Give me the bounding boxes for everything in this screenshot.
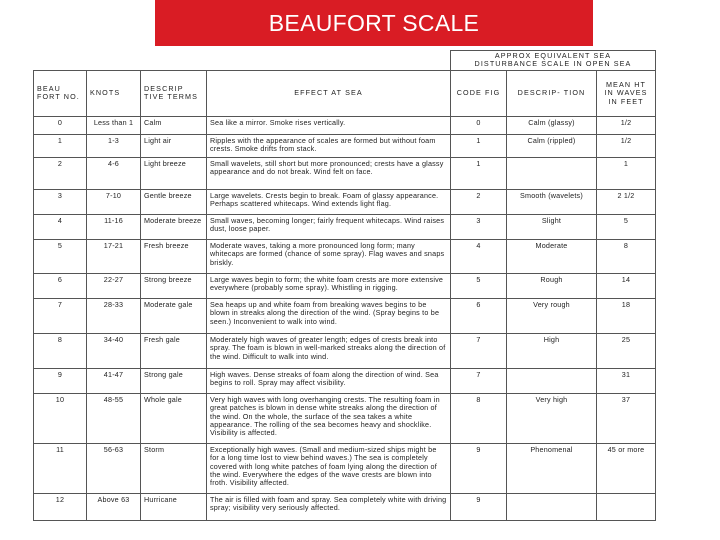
wave-height-cell: 18 [597,298,656,333]
descriptive-term-cell: Gentle breeze [141,189,207,214]
table-row [34,443,656,493]
beaufort-number-cell: 0 [34,116,87,134]
code-figure-cell: 1 [451,157,507,189]
effect-at-sea-cell: Moderate waves, taking a more pronounced long form; many whitecaps are formed (chance of some spray). Flag waves and snaps briskly. [207,239,451,273]
sea-description-cell: Calm (glassy) [507,116,597,134]
wave-height-cell: 31 [597,368,656,393]
code-figure-cell: 6 [451,298,507,333]
effect-at-sea-cell: Very high waves with long overhanging crests. The resulting foam in great patches is blown in dense white streaks along the direction of the wind. On the whole, the surface of the sea takes a white appearance. The rolling of the sea becomes heavy and shocklike. Visibility is affected. [207,393,451,443]
col-header-description: DESCRIP- TION [507,70,597,116]
table-row [34,239,656,273]
sea-description-cell: High [507,333,597,368]
code-figure-cell: 8 [451,393,507,443]
table-row [34,189,656,214]
effect-at-sea-cell: Small waves, becoming longer; fairly frequent whitecaps. Wind raises dust, loose paper. [207,214,451,239]
col-header-effect-at-sea: EFFECT AT SEA [207,70,451,116]
sea-description-cell: Moderate [507,239,597,273]
wave-height-cell: 45 or more [597,443,656,493]
beaufort-number-cell: 8 [34,333,87,368]
wave-height-cell: 37 [597,393,656,443]
sea-description-cell: Phenomenal [507,443,597,493]
effect-at-sea-cell: Moderately high waves of greater length; edges of crests break into spray. The foam is blown in well-marked streaks along the direction of the wind. Difficult to walk into wind. [207,333,451,368]
code-figure-cell: 1 [451,134,507,157]
descriptive-term-cell: Moderate gale [141,298,207,333]
beaufort-number-cell: 4 [34,214,87,239]
beaufort-number-cell: 9 [34,368,87,393]
effect-at-sea-cell: Small wavelets, still short but more pronounced; crests have a glassy appearance and do not break. Wind felt on face. [207,157,451,189]
wave-height-cell: 8 [597,239,656,273]
beaufort-number-cell: 5 [34,239,87,273]
knots-cell: 48-55 [87,393,141,443]
effect-at-sea-cell: Sea heaps up and white foam from breaking waves begins to be blown in streaks along the direction of the wind. (Spray begins to be seen.) Inconvenient to walk into wind. [207,298,451,333]
wave-height-cell: 1/2 [597,116,656,134]
sea-description-cell [507,493,597,520]
page-title-banner [155,0,593,46]
descriptive-term-cell: Light air [141,134,207,157]
knots-cell: Less than 1 [87,116,141,134]
table-body [34,116,656,520]
effect-at-sea-cell: The air is filled with foam and spray. Sea completely white with driving spray; visibility very seriously affected. [207,493,451,520]
table-row [34,273,656,298]
knots-cell: 7-10 [87,189,141,214]
col-header-code-fig: CODE FIG [451,70,507,116]
wave-height-cell: 1 [597,157,656,189]
beaufort-number-cell: 1 [34,134,87,157]
descriptive-term-cell: Whole gale [141,393,207,443]
table-row [34,214,656,239]
table-row [34,493,656,520]
table-row [34,368,656,393]
knots-cell: 4-6 [87,157,141,189]
descriptive-term-cell: Strong gale [141,368,207,393]
wave-height-cell: 1/2 [597,134,656,157]
group-header-line-1: APPROX EQUIVALENT SEA [494,51,612,60]
sea-description-cell: Slight [507,214,597,239]
knots-cell: 56-63 [87,443,141,493]
wave-height-cell: 5 [597,214,656,239]
descriptive-term-cell: Hurricane [141,493,207,520]
sea-description-cell: Calm (rippled) [507,134,597,157]
header-group-row [34,51,656,71]
beaufort-number-cell: 7 [34,298,87,333]
knots-cell: 34-40 [87,333,141,368]
page-title: BEAUFORT SCALE [268,9,480,36]
beaufort-number-cell: 11 [34,443,87,493]
code-figure-cell: 5 [451,273,507,298]
code-figure-cell: 9 [451,443,507,493]
sea-description-cell: Rough [507,273,597,298]
table-row [34,393,656,443]
effect-at-sea-cell: Exceptionally high waves. (Small and medium-sized ships might be for a long time lost to view behind waves.) The sea is completely covered with long white patches of foam lying along the direction of the wind. Everywhere the edges of the wave crests are blown into froth. Visibility affected. [207,443,451,493]
column-header-row [34,70,656,116]
sea-description-cell [507,157,597,189]
beaufort-table [33,50,656,521]
descriptive-term-cell: Calm [141,116,207,134]
knots-cell: 28-33 [87,298,141,333]
effect-at-sea-cell: High waves. Dense streaks of foam along the direction of wind. Sea begins to roll. Spray may affect visibility. [207,368,451,393]
descriptive-term-cell: Storm [141,443,207,493]
wave-height-cell: 2 1/2 [597,189,656,214]
group-header-line-2: DISTURBANCE SCALE IN OPEN SEA [474,59,632,69]
code-figure-cell: 3 [451,214,507,239]
sea-description-cell [507,368,597,393]
sea-description-cell: Smooth (wavelets) [507,189,597,214]
header-spacer [34,51,451,71]
code-figure-cell: 7 [451,368,507,393]
beaufort-number-cell: 6 [34,273,87,298]
knots-cell: 41-47 [87,368,141,393]
code-figure-cell: 7 [451,333,507,368]
col-header-descriptive-terms: DESCRIP TIVE TERMS [141,70,207,116]
effect-at-sea-cell: Ripples with the appearance of scales are formed but without foam crests. Smoke drifts from stack. [207,134,451,157]
sea-disturbance-group-header [451,51,656,71]
descriptive-term-cell: Strong breeze [141,273,207,298]
knots-cell: 22-27 [87,273,141,298]
descriptive-term-cell: Fresh breeze [141,239,207,273]
table-row [34,116,656,134]
col-header-knots: KNOTS [87,70,141,116]
table-row [34,134,656,157]
knots-cell: 11-16 [87,214,141,239]
beaufort-number-cell: 3 [34,189,87,214]
col-header-mean-height: MEAN HT IN WAVES IN FEET [597,70,656,116]
wave-height-cell: 14 [597,273,656,298]
effect-at-sea-cell: Large wavelets. Crests begin to break. Foam of glassy appearance. Perhaps scattered whitecaps. Wind extends light flag. [207,189,451,214]
col-header-beaufort-no: BEAU FORT NO. [34,70,87,116]
knots-cell: Above 63 [87,493,141,520]
effect-at-sea-cell: Large waves begin to form; the white foam crests are more extensive everywhere (probably some spray). Whistling in rigging. [207,273,451,298]
beaufort-number-cell: 12 [34,493,87,520]
descriptive-term-cell: Moderate breeze [141,214,207,239]
knots-cell: 1-3 [87,134,141,157]
beaufort-number-cell: 10 [34,393,87,443]
code-figure-cell: 4 [451,239,507,273]
sea-description-cell: Very rough [507,298,597,333]
beaufort-number-cell: 2 [34,157,87,189]
table-row [34,157,656,189]
code-figure-cell: 0 [451,116,507,134]
descriptive-term-cell: Light breeze [141,157,207,189]
code-figure-cell: 9 [451,493,507,520]
descriptive-term-cell: Fresh gale [141,333,207,368]
knots-cell: 17-21 [87,239,141,273]
effect-at-sea-cell: Sea like a mirror. Smoke rises vertically. [207,116,451,134]
wave-height-cell [597,493,656,520]
code-figure-cell: 2 [451,189,507,214]
table-row [34,333,656,368]
table-row [34,298,656,333]
wave-height-cell: 25 [597,333,656,368]
sea-description-cell: Very high [507,393,597,443]
